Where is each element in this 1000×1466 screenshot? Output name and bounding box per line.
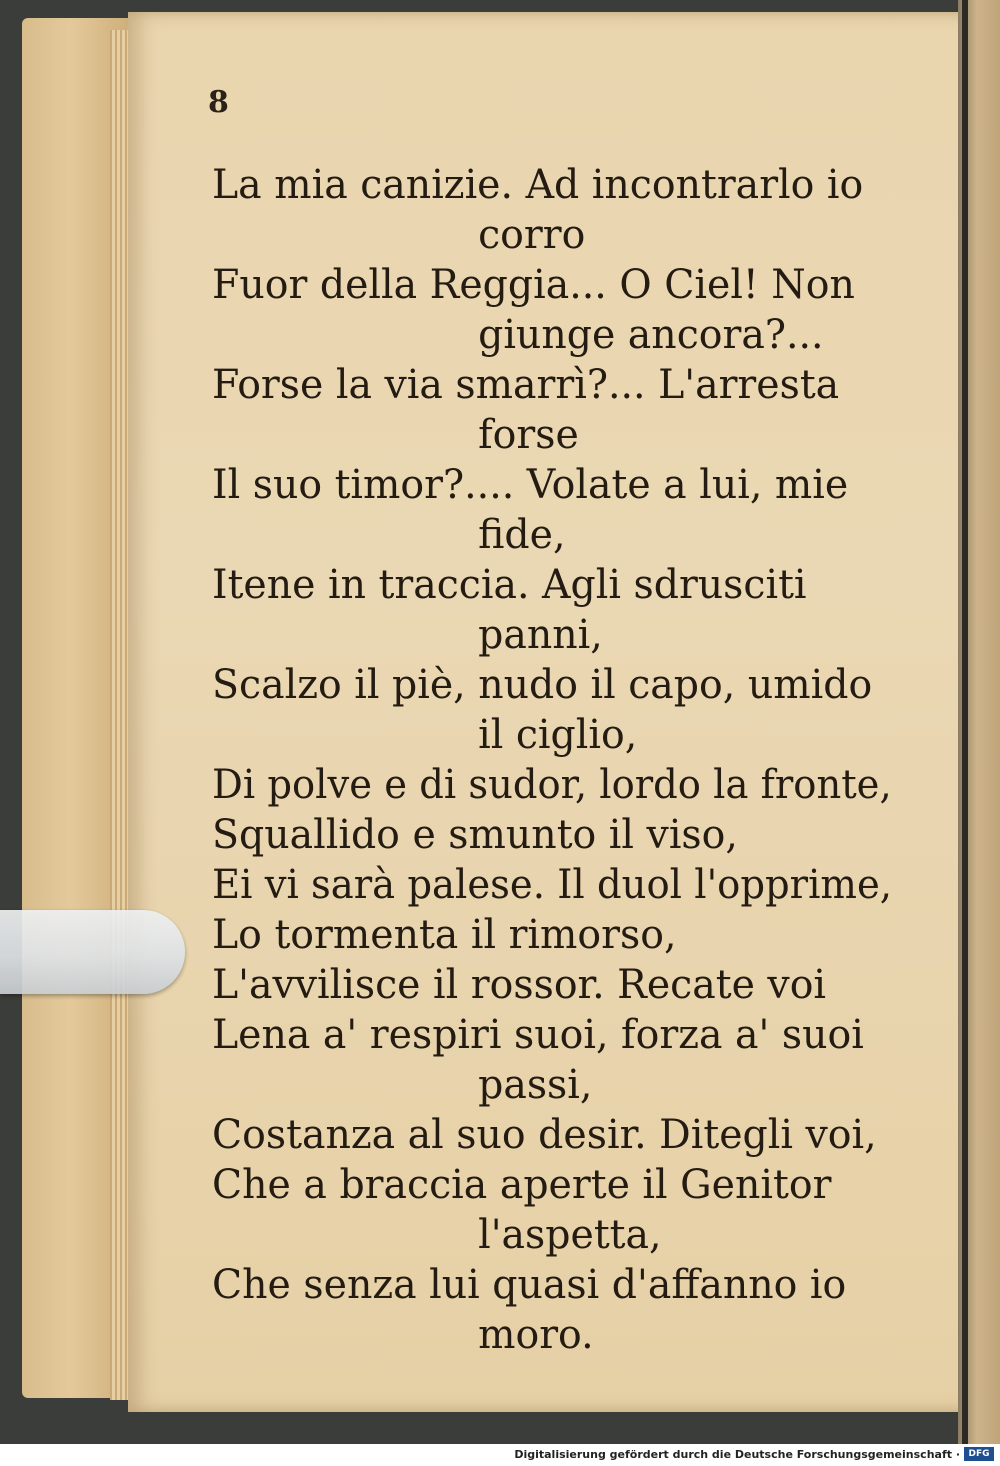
verse-line: Che senza lui quasi d'affanno io [212, 1262, 847, 1308]
verse-continuation-line: passi, [478, 1062, 593, 1108]
verse-continuation-line: panni, [478, 612, 603, 658]
gutter-shadow [962, 0, 968, 1444]
verse-line: Costanza al suo desir. Ditegli voi, [212, 1112, 877, 1158]
verse-line: Lena a' respiri suoi, forza a' suoi [212, 1012, 864, 1058]
verse-continuation-line: l'aspetta, [478, 1212, 662, 1258]
verse-continuation-line: corro [478, 212, 586, 258]
verse-line: Il suo timor?.... Volate a lui, mie [212, 462, 849, 508]
verse-line: Itene in traccia. Agli sdrusciti [212, 562, 807, 608]
verse-continuation-line: moro. [478, 1312, 594, 1358]
verse-line: Fuor della Reggia... O Ciel! Non [212, 262, 855, 308]
verse-line: Ei vi sarà palese. Il duol l'opprime, [212, 862, 892, 908]
verse-line: Forse la via smarrì?... L'arresta [212, 362, 840, 408]
verse-line: L'avvilisce il rossor. Recate voi [212, 962, 827, 1008]
funding-credit: Digitalisierung gefördert durch die Deutsche Forschungsgemeinschaft · [514, 1448, 960, 1461]
verse-line: Di polve e di sudor, lordo la fronte, [212, 762, 892, 808]
bookmark-clip [0, 910, 185, 994]
verse-line: Squallido e smunto il viso, [212, 812, 738, 858]
dfg-logo-icon: DFG [964, 1447, 994, 1461]
poem-text-block [212, 160, 902, 1360]
verse-line: La mia canizie. Ad incontrarlo io [212, 162, 864, 208]
verse-line: Lo tormenta il rimorso, [212, 912, 677, 958]
verse-continuation-line: fide, [478, 512, 566, 558]
verse-continuation-line: forse [478, 412, 579, 458]
verse-continuation-line: il ciglio, [478, 712, 638, 758]
page-number: 8 [208, 85, 229, 120]
verse-continuation-line: giunge ancora?... [478, 312, 824, 358]
verse-line: Che a braccia aperte il Genitor [212, 1162, 832, 1208]
verse-line: Scalzo il piè, nudo il capo, umido [212, 662, 873, 708]
